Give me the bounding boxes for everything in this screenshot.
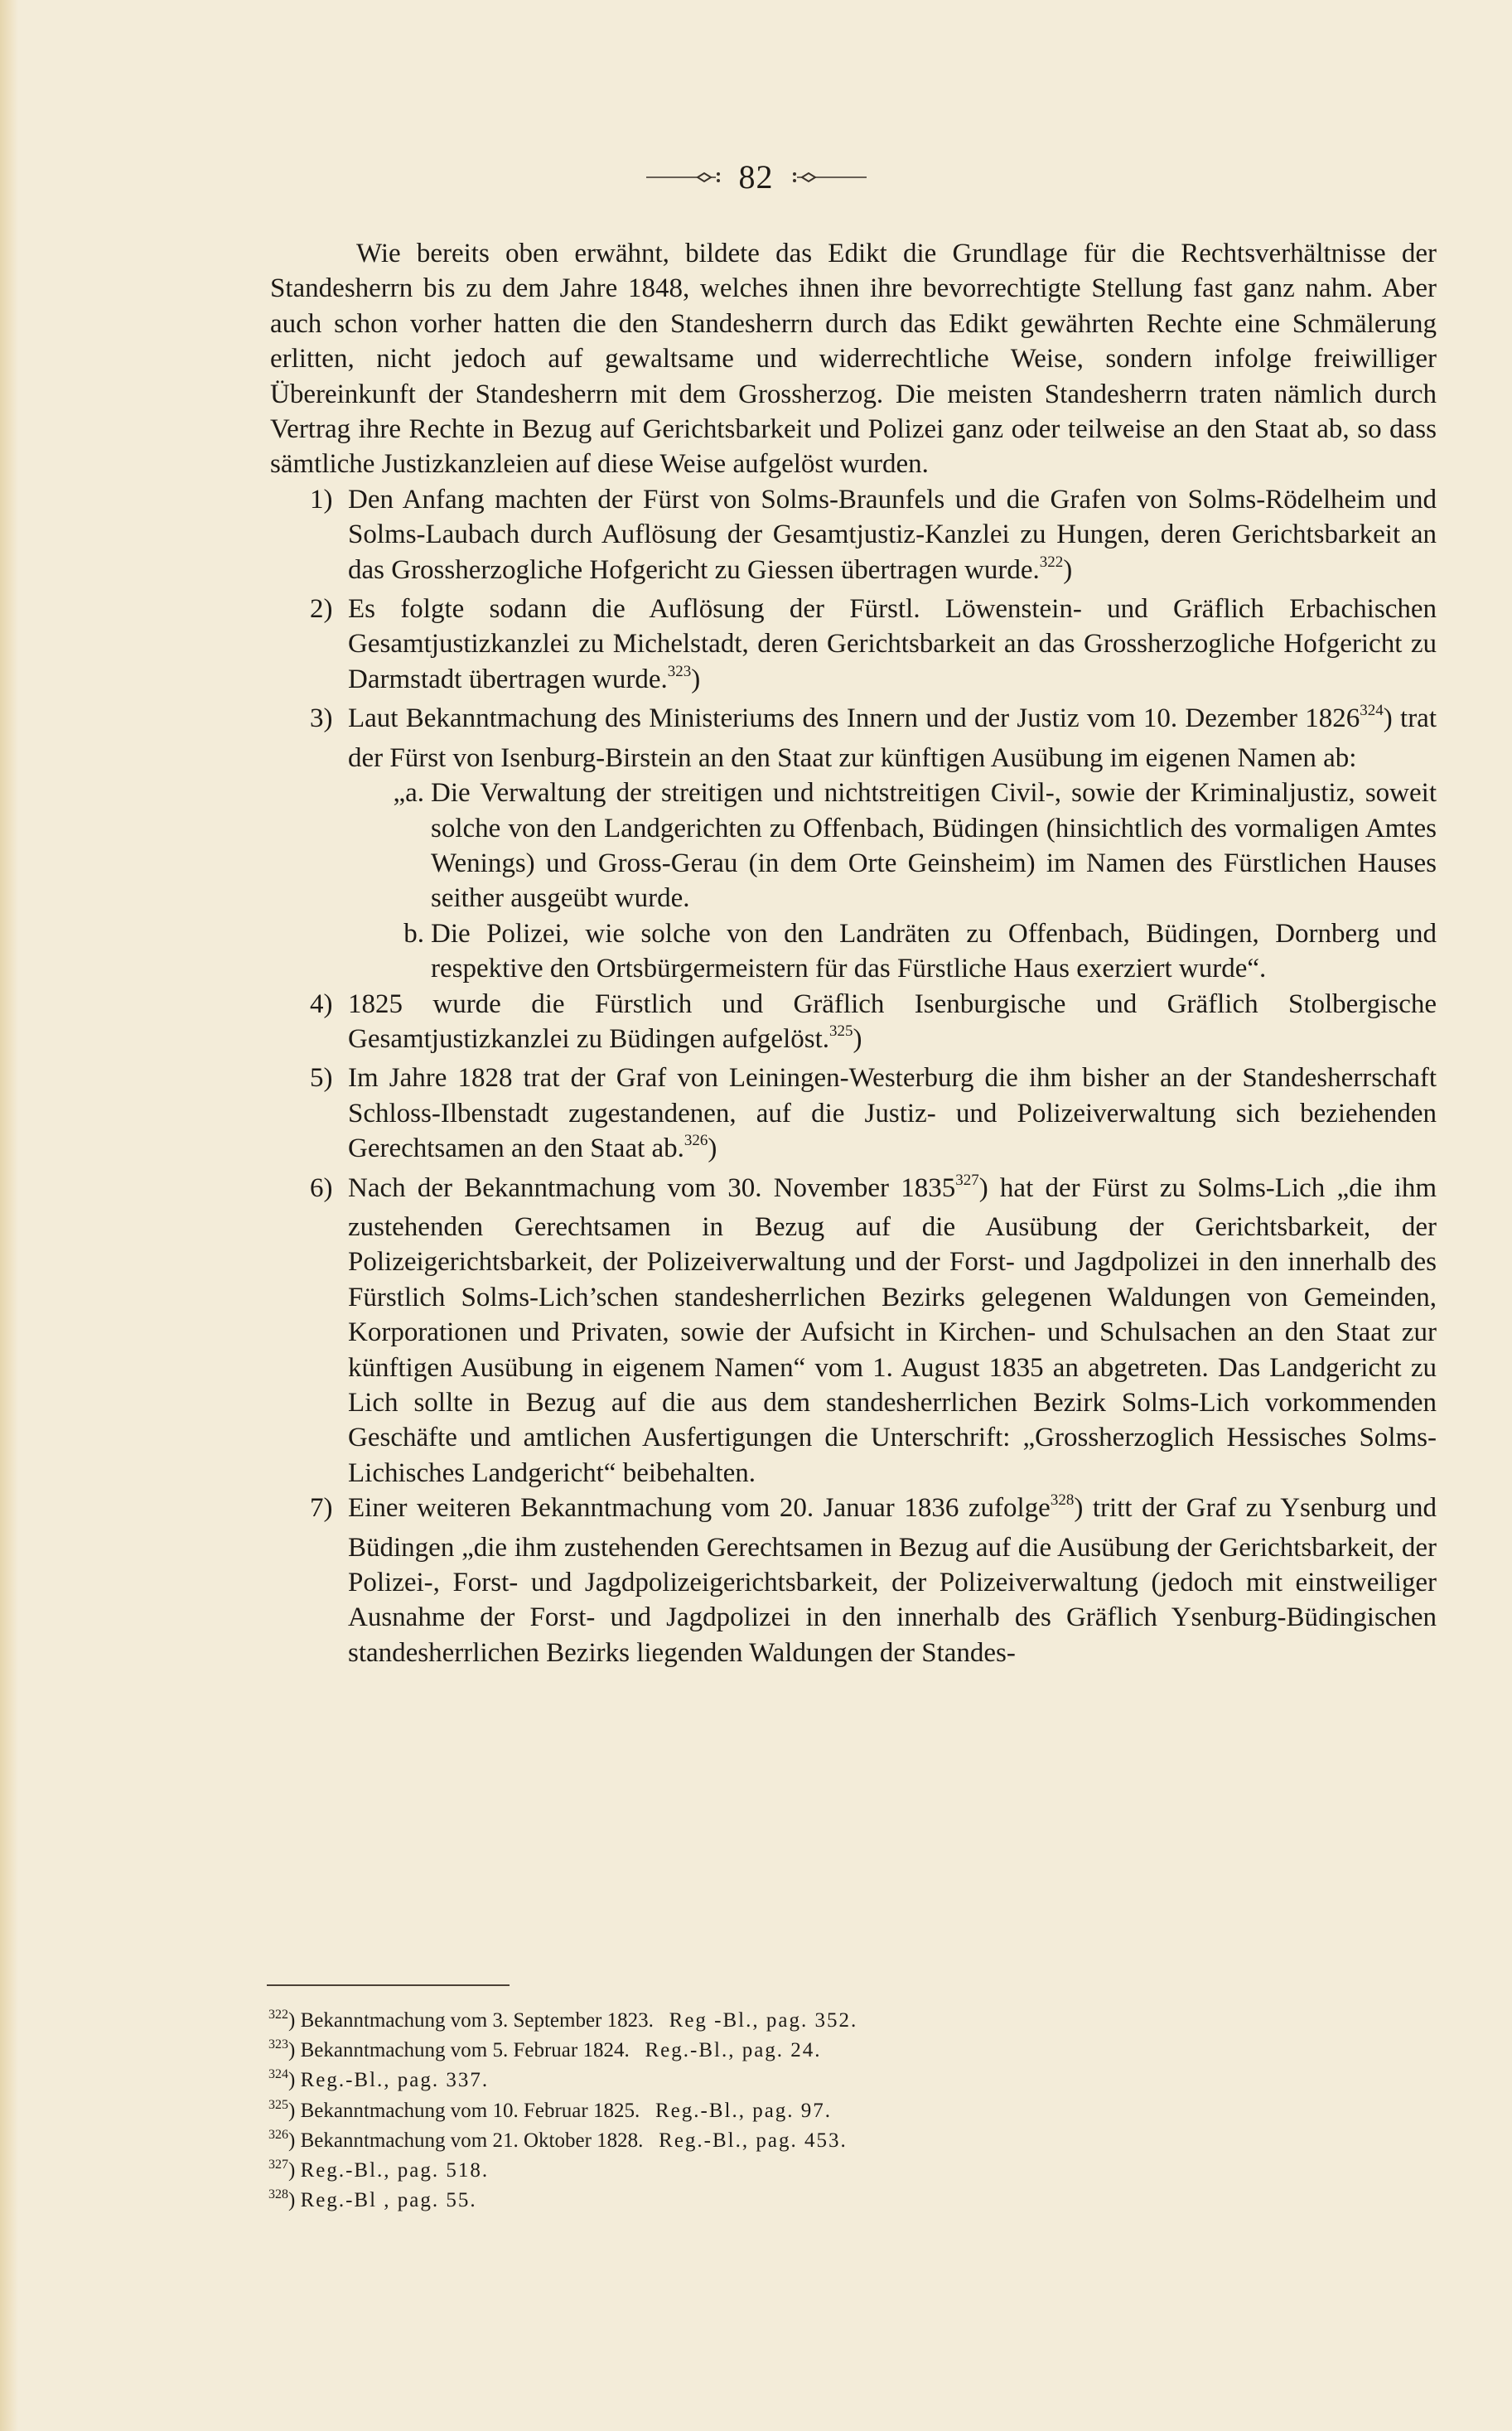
sub-item-text: Die Polizei, wie solche von den Landräten zu Offenbach, Büdingen, Dornberg und respektive den Ortsbürgermeistern für das Fürstliche Haus exerziert wurde“. xyxy=(431,918,1437,984)
sub-item-label: „a. xyxy=(393,778,424,809)
sub-item-label: b. xyxy=(403,918,424,949)
list-item-1 xyxy=(270,482,1437,592)
intro-paragraph: Wie bereits oben erwähnt, bildete das Edikt die Grundlage für die Rechtsverhältnisse der Standesherrn bis zu dem Jahre 1848, welches ihnen ihre bevorrechtigte Stellung fast ganz nahm. Aber auch schon vorher hatten die den Standesherrn durch das Edikt gewährten Rechte eine Schmälerung erlitten, nicht jedoch auf gewaltsame und widerrechtliche Weise, sondern infolge freiwilliger Übereinkunft der Standesherrn mit dem Grossherzog. Die meisten Standesherrn traten nämlich durch Vertrag ihre Rechte in Bezug auf Gerichtsbarkeit und Polizei ganz oder teilweise an den Staat ab, so dass sämtliche Justizkanzleien auf diese Weise aufgelöst wurden. xyxy=(270,239,1437,480)
footnote-citation: Reg.-Bl., pag. 337. xyxy=(300,2069,490,2092)
list-item-3 xyxy=(270,701,1437,776)
footnote-text: Bekanntmachung vom 5. Februar 1824. xyxy=(300,2039,630,2062)
list-item-5 xyxy=(270,1061,1437,1170)
fn-paren: ) xyxy=(1063,554,1073,585)
footnote-number: 326 xyxy=(268,2127,288,2142)
main-text xyxy=(270,236,1437,1670)
footnote-citation: Reg.-Bl., pag. 97. xyxy=(655,2099,833,2122)
footnote-ref[interactable]: 322 xyxy=(1039,553,1064,571)
page-edge xyxy=(0,0,18,2431)
footnote-citation: Reg.-Bl., pag. 24. xyxy=(645,2039,822,2062)
footnote-number: 324 xyxy=(268,2067,288,2082)
footnote-ref[interactable]: 323 xyxy=(667,662,692,680)
footnote-ref[interactable]: 326 xyxy=(684,1132,708,1150)
sub-item-a xyxy=(270,776,1437,916)
footnote-328: $^{328}$) Reg.-Bl , pag. 55. xyxy=(268,2187,477,2212)
item-text: Nach der Bekanntmachung vom 30. November 1835 xyxy=(348,1172,956,1203)
item-text: 1825 wurde die Fürstlich und Gräflich Isenburgische und Gräflich Stolbergische Gesamtjustizkanzlei zu Büdingen aufgelöst. xyxy=(348,988,1437,1054)
item-text-cont: ) tritt der Graf zu Ysenburg und Büdingen „die ihm zustehenden Gerechtsamen in Bezug auf die Ausübung der Gerichtsbarkeit, der Polizei-, Forst- und Jagdpolizeigerichtsbarkeit, der Polizeiverwaltung (jedoch mit einstweiliger Ausnahme der Forst- und Jagdpolizei in den innerhalb des Gräflich Ysenburg-Büdingischen standesherrlichen Bezirks liegenden Waldungen der Standes- xyxy=(348,1493,1437,1668)
page-number: 82 xyxy=(738,158,774,196)
footnote-text: Bekanntmachung vom 3. September 1823. xyxy=(300,2009,654,2032)
footnote-number: 322 xyxy=(268,2008,288,2022)
footnote-326: $^{326}$) Bekanntmachung vom 21. Oktober 1828. Reg.-Bl., pag. 453. xyxy=(268,2127,848,2152)
footnote-separator xyxy=(267,1984,510,1986)
item-number: 1) xyxy=(310,484,333,515)
footnote-322: $^{322}$) Bekanntmachung vom 3. September 1823. Reg -Bl., pag. 352. xyxy=(268,2008,858,2032)
footnote-citation: Reg.-Bl., pag. 518. xyxy=(300,2159,490,2182)
ornament-left-icon xyxy=(646,169,721,186)
footnote-citation: Reg.-Bl., pag. 453. xyxy=(659,2129,848,2152)
footnote-ref[interactable]: 324 xyxy=(1360,702,1384,720)
list-item-6 xyxy=(270,1171,1437,1491)
footnote-324: $^{324}$) Reg.-Bl., pag. 337. xyxy=(268,2067,490,2092)
item-number: 6) xyxy=(310,1172,333,1203)
item-text: Es folgte sodann die Auflösung der Fürstl. Löwenstein- und Gräflich Erbachischen Gesamtjustizkanzlei zu Michelstadt, deren Gerichtsbarkeit an das Grossherzogliche Hofgericht zu Darmstadt übertragen wurde. xyxy=(348,594,1437,694)
page-header xyxy=(0,157,1512,196)
list-item-4 xyxy=(270,987,1437,1061)
footnote-citation: Reg.-Bl , pag. 55. xyxy=(300,2189,477,2212)
fn-paren: ) xyxy=(691,664,701,694)
item-text: Einer weiteren Bekanntmachung vom 20. Januar 1836 zufolge xyxy=(348,1493,1051,1524)
footnote-number: 327 xyxy=(268,2158,288,2172)
item-number: 3) xyxy=(310,703,333,734)
item-text: Im Jahre 1828 trat der Graf von Leiningen-Westerburg die ihm bisher an der Standesherrschaft Schloss-Ilbenstadt zugestandenen, auf die Justiz- und Polizeiverwaltung sich beziehenden Gerechtsamen an den Staat ab. xyxy=(348,1063,1437,1164)
fn-paren: ) xyxy=(708,1133,717,1164)
item-number: 5) xyxy=(310,1063,333,1094)
footnotes xyxy=(268,2007,1263,2216)
footnote-number: 325 xyxy=(268,2097,288,2112)
footnote-323: $^{323}$) Bekanntmachung vom 5. Februar 1824. Reg.-Bl., pag. 24. xyxy=(268,2037,822,2062)
footnote-ref[interactable]: 327 xyxy=(955,1171,979,1189)
sub-item-text: Die Verwaltung der streitigen und nichtstreitigen Civil-, sowie der Kriminaljustiz, soweit solche von den Landgerichten zu Offenbach, Büdingen (hinsichtlich des vormaligen Amtes Wenings) und Gross-Gerau (in dem Orte Geinsheim) im Namen des Fürstlichen Hauses seither ausgeübt wurde. xyxy=(431,778,1437,914)
footnote-number: 328 xyxy=(268,2187,288,2202)
footnote-text: Bekanntmachung vom 21. Oktober 1828. xyxy=(300,2129,644,2152)
footnote-ref[interactable]: 325 xyxy=(829,1022,853,1040)
list-item-2 xyxy=(270,592,1437,701)
item-number: 7) xyxy=(310,1493,333,1524)
footnote-325: $^{325}$) Bekanntmachung vom 10. Februar 1825. Reg.-Bl., pag. 97. xyxy=(268,2097,833,2122)
item-number: 2) xyxy=(310,594,333,625)
item-text-cont: ) trat der Fürst von Isenburg-Birstein an den Staat zur künftigen Ausübung im eigenen Namen ab: xyxy=(348,703,1437,773)
sub-item-b xyxy=(270,916,1437,987)
ornament-right-icon xyxy=(792,169,867,186)
footnote-number: 323 xyxy=(268,2037,288,2052)
item-text: Laut Bekanntmachung des Ministeriums des Innern und der Justiz vom 10. Dezember 1826 xyxy=(348,703,1360,734)
footnote-citation: Reg -Bl., pag. 352. xyxy=(669,2009,858,2032)
fn-paren: ) xyxy=(853,1023,862,1054)
footnote-ref[interactable]: 328 xyxy=(1050,1491,1075,1510)
item-text: Den Anfang machten der Fürst von Solms-Braunfels und die Grafen von Solms-Rödelheim und Solms-Laubach durch Auflösung der Gesamtjustiz-Kanzlei zu Hungen, deren Gerichtsbarkeit an das Grossherzogliche Hofgericht zu Giessen übertragen wurde. xyxy=(348,484,1437,585)
footnote-text: Bekanntmachung vom 10. Februar 1825. xyxy=(300,2099,640,2122)
item-number: 4) xyxy=(310,988,333,1019)
footnote-327: $^{327}$) Reg.-Bl., pag. 518. xyxy=(268,2158,490,2182)
list-item-7 xyxy=(270,1491,1437,1670)
item-text-cont: ) hat der Fürst zu Solms-Lich „die ihm zustehenden Gerechtsamen in Bezug auf die Ausübung der Gerichtsbarkeit, der Polizeigerichtsbarkeit, der Polizeiverwaltung und der Forst- und Jagdpolizei in den innerhalb des Fürstlich Solms-Lich’schen standesherrlichen Bezirks gelegenen Waldungen von Gemeinden, Korporationen und Privaten, sowie der Aufsicht in Kirchen- und Schulsachen an den Staat zur künftigen Ausübung in eigenem Namen“ vom 1. August 1835 an abgetreten. Das Landgericht zu Lich sollte in Bezug auf die aus dem standesherrlichen Bezirk Solms-Lich vorkommenden Geschäfte und amtlichen Ausfertigungen die Unterschrift: „Grossherzoglich Hessisches Solms-Lichisches Landgericht“ beibehalten. xyxy=(348,1172,1437,1488)
